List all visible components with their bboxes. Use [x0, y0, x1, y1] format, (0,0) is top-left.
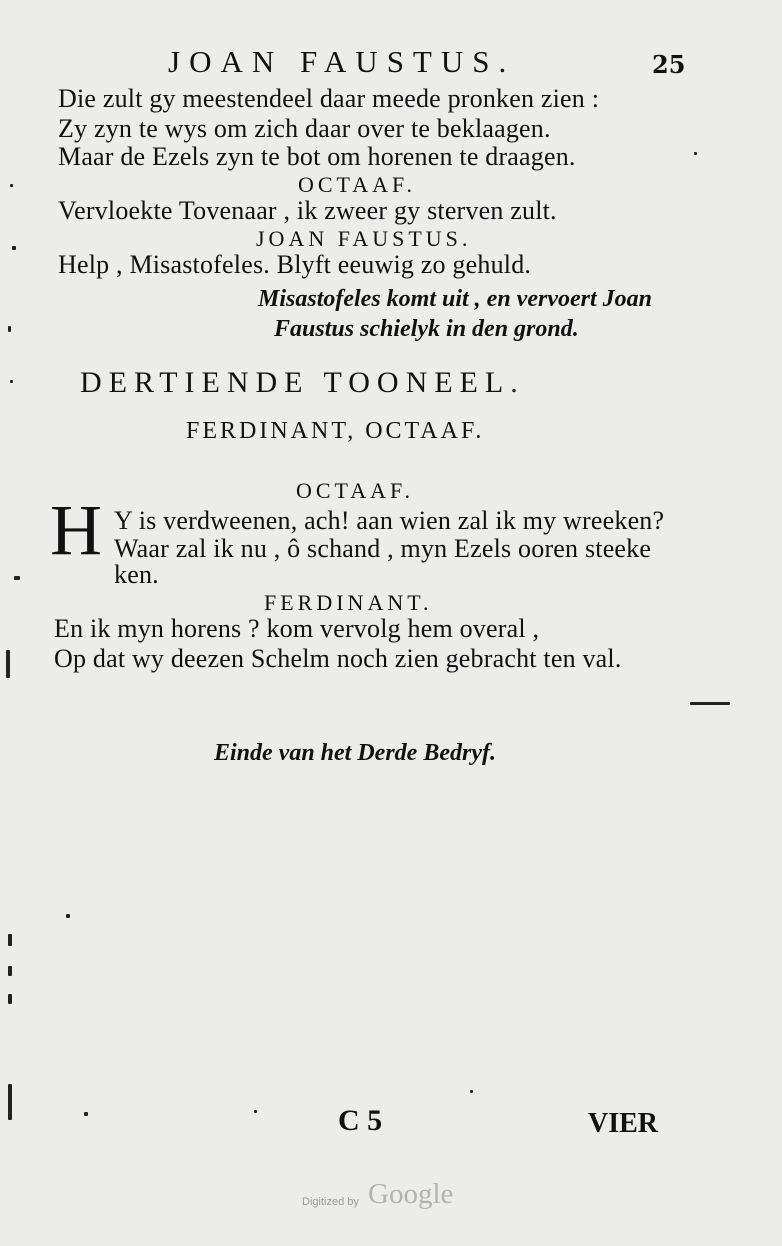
- scan-speck: [66, 914, 70, 918]
- cast-list: FERDINANT, OCTAAF.: [186, 418, 485, 444]
- signature-mark: C 5: [338, 1104, 383, 1137]
- scan-speck: [8, 934, 12, 946]
- verse-line: Y is verdweenen, ach! aan wien zal ik my wreeken?: [114, 506, 665, 535]
- running-head: JOAN FAUSTUS.: [168, 44, 516, 79]
- speaker-name: OCTAAF.: [296, 478, 414, 503]
- scan-speck: [8, 1084, 12, 1120]
- scan-speck: [8, 994, 12, 1004]
- verse-line: En ik myn horens ? kom vervolg hem overal ,: [54, 614, 540, 643]
- catchword: VIER: [588, 1108, 659, 1139]
- speaker-name: FERDINANT.: [264, 590, 433, 615]
- scan-speck: [470, 1090, 473, 1093]
- verse-line: Zy zyn te wys om zich daar over te beklaagen.: [58, 114, 551, 143]
- act-end: Einde van het Derde Bedryf.: [214, 740, 496, 766]
- stage-direction: Faustus schielyk in den grond.: [274, 316, 579, 342]
- scene-title: DERTIENDE TOONEEL.: [80, 366, 525, 399]
- scan-speck: [10, 184, 13, 187]
- watermark-prefix: Digitized by: [302, 1196, 359, 1208]
- scan-speck: [12, 246, 16, 250]
- scan-speck: [14, 576, 20, 580]
- scan-speck: [8, 966, 12, 976]
- verse-line: Maar de Ezels zyn te bot om horenen te draagen.: [58, 142, 576, 171]
- verse-line: Op dat wy deezen Schelm noch zien gebracht ten val.: [54, 644, 622, 673]
- scan-speck: [254, 1110, 257, 1113]
- scan-speck: [694, 152, 697, 155]
- verse-line: Waar zal ik nu , ô schand , myn Ezels ooren steeke: [114, 534, 652, 563]
- verse-line: Die zult gy meestendeel daar meede pronken zien :: [58, 84, 600, 113]
- page-number: 25: [652, 50, 686, 79]
- stage-direction: Misastofeles komt uit , en vervoert Joan: [258, 286, 652, 312]
- verse-line: Vervloekte Tovenaar , ik zweer gy sterven zult.: [58, 196, 557, 225]
- watermark-logo: Google: [368, 1178, 454, 1210]
- verse-line: ken.: [114, 560, 159, 589]
- verse-line: Help , Misastofeles. Blyft eeuwig zo gehuld.: [58, 250, 532, 279]
- speaker-name: OCTAAF.: [298, 172, 416, 197]
- scan-speck: [8, 326, 11, 332]
- drop-cap: H: [50, 490, 102, 570]
- scan-speck: [10, 380, 13, 383]
- speaker-name: JOAN FAUSTUS.: [256, 226, 472, 251]
- scan-speck: [84, 1112, 88, 1116]
- scan-speck: [690, 702, 730, 705]
- scan-speck: [6, 650, 10, 678]
